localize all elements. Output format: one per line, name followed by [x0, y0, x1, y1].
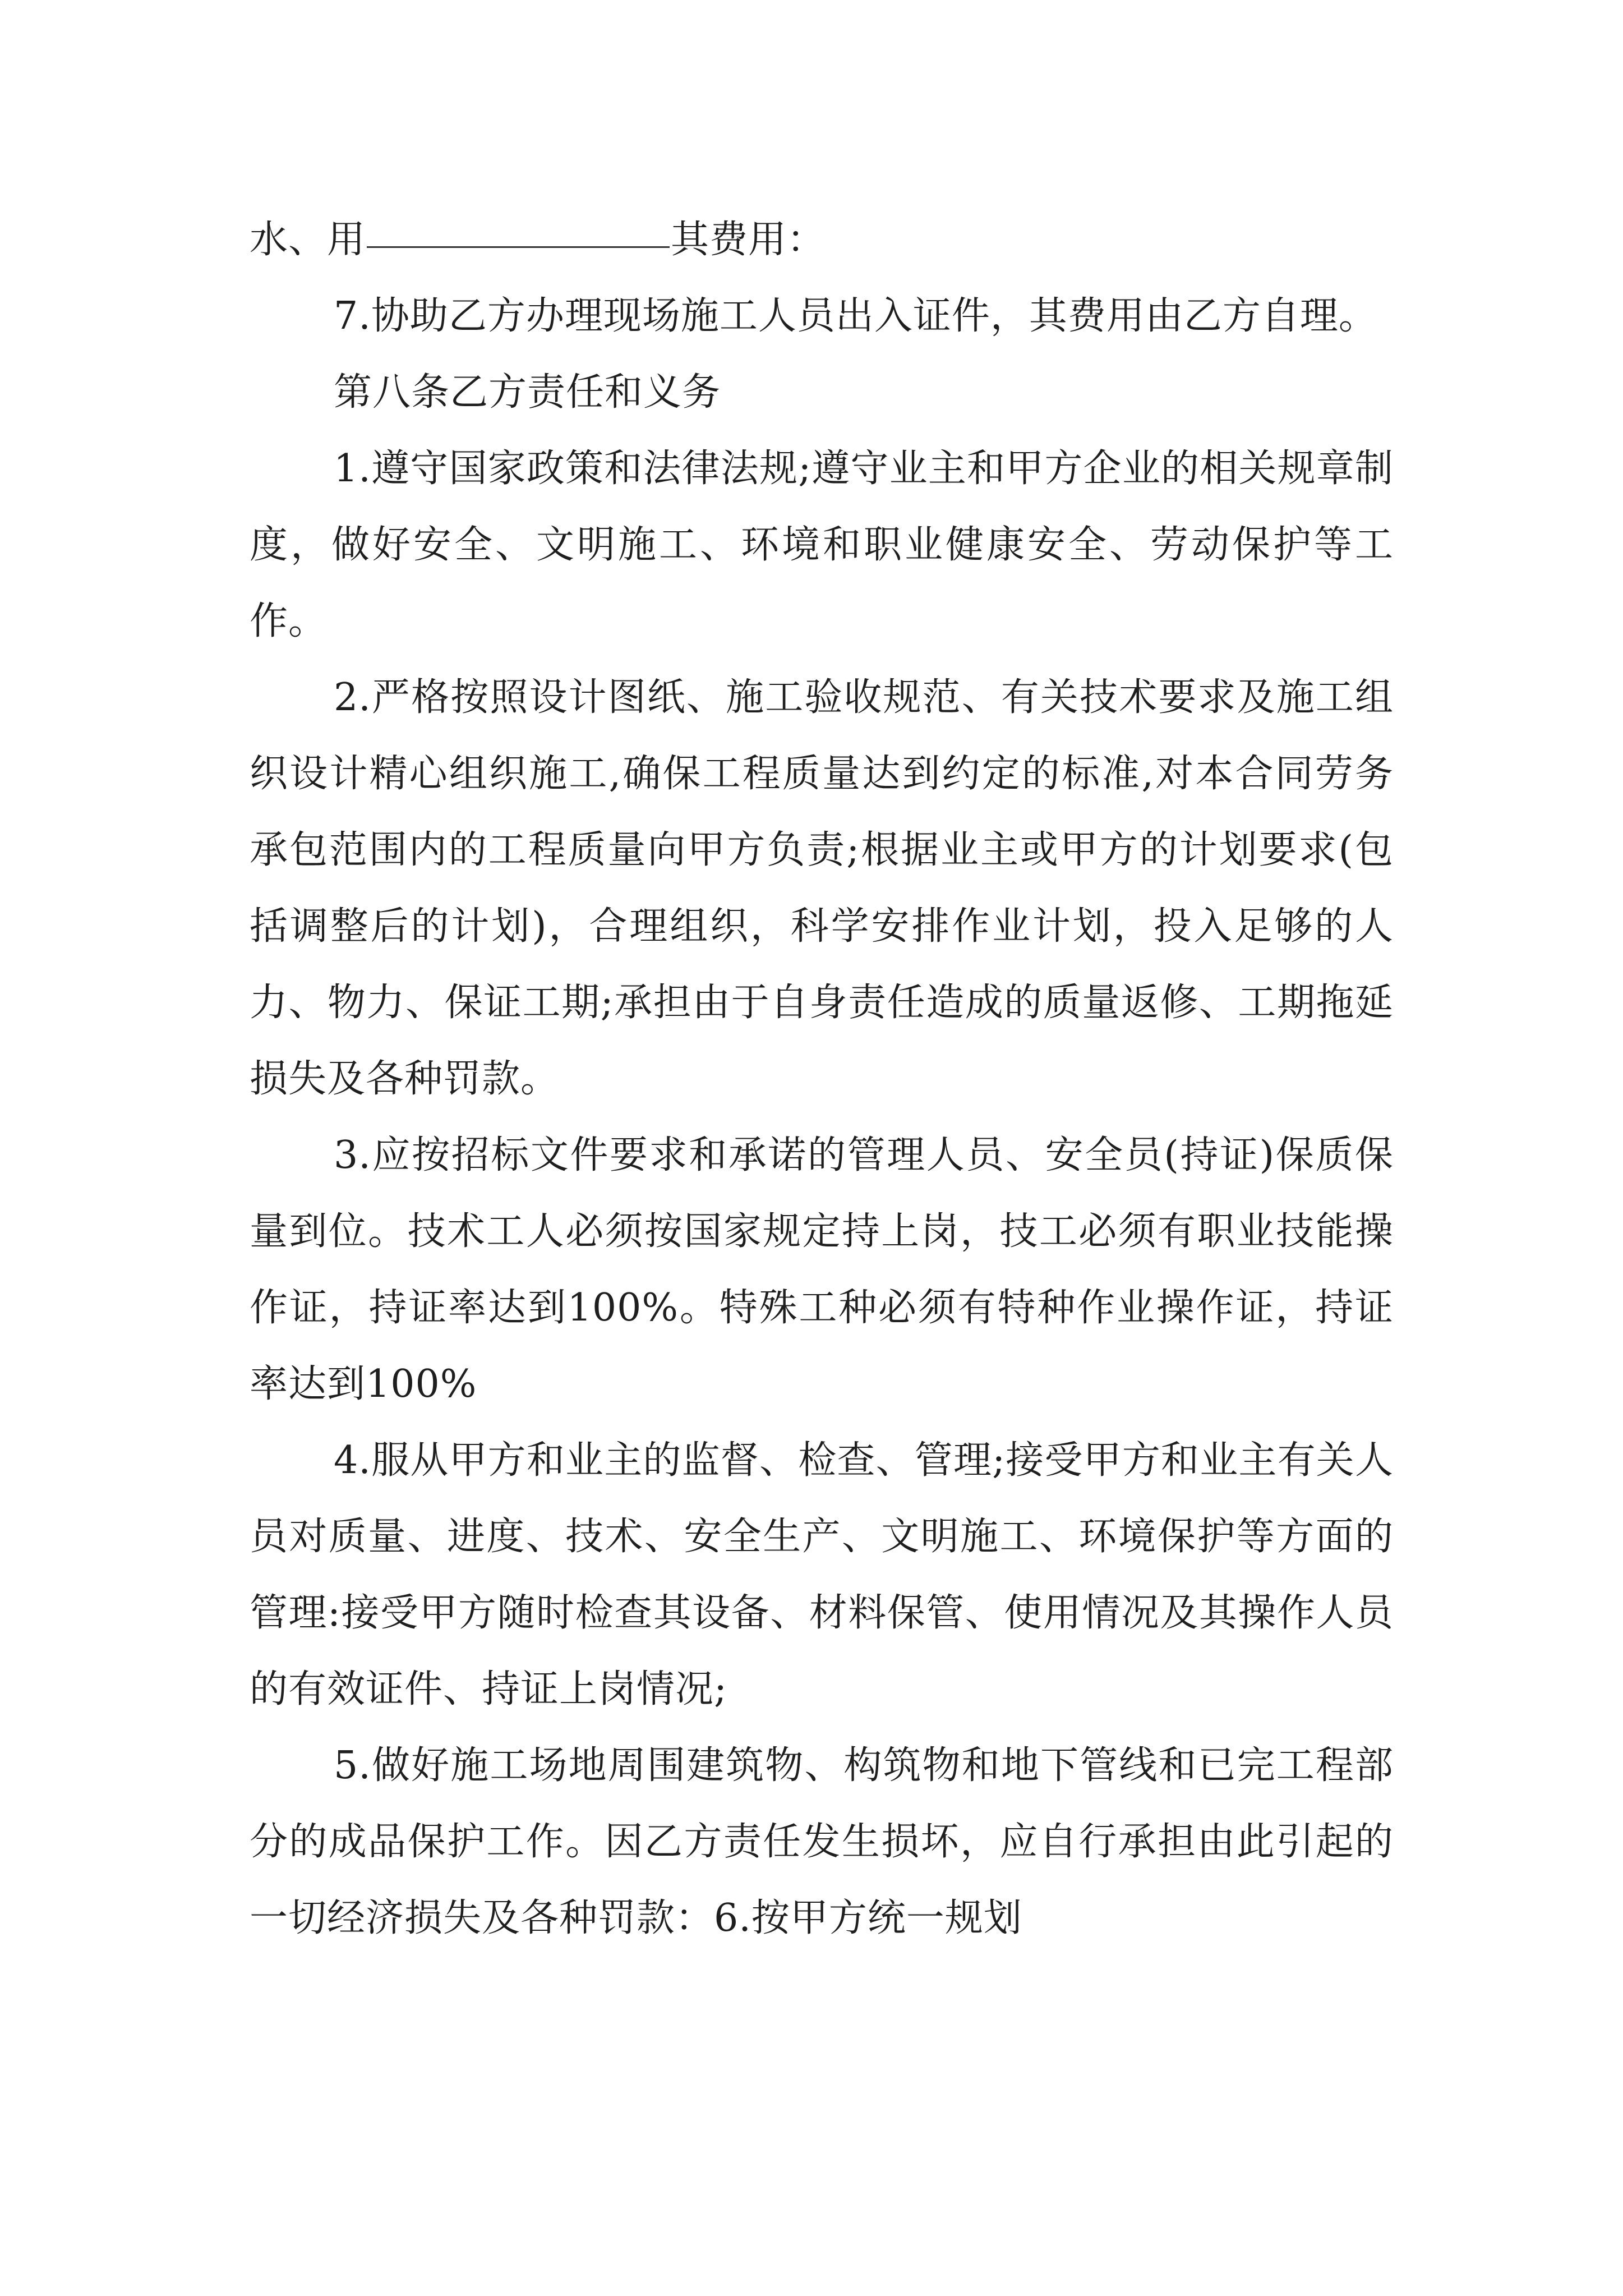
paragraph-water-fee-end: 其费用：	[671, 218, 826, 262]
paragraph-item-7: 7.协助乙方办理现场施工人员出入证件，其费用由乙方自理。	[334, 294, 1377, 338]
paragraph-water-fee-start: 水、用	[250, 218, 366, 262]
paragraph-obligation-5: 5.做好施工场地周围建筑物、构筑物和地下管线和已完工程部分的成品保护工作。因乙方责任发生损坏，应自行承担由此引起的一切经济损失及各种罚款：6.按甲方统一规划	[250, 1743, 1394, 1940]
paragraph-obligation-4: 4.服从甲方和业主的监督、检查、管理;接受甲方和业主有关人员对质量、进度、技术、安全生产、文明施工、环境保护等方面的管理:接受甲方随时检查其设备、材料保管、使用情况及其操作人员的有效证件、持证上岗情况;	[250, 1438, 1394, 1711]
document-body	[250, 202, 1394, 1957]
paragraph-obligation-2: 2.严格按照设计图纸、施工验收规范、有关技术要求及施工组织设计精心组织施工,确保工程质量达到约定的标准,对本合同劳务承包范围内的工程质量向甲方负责;根据业主或甲方的计划要求(包括调整后的计划)，合理组织，科学安排作业计划，投入足够的人力、物力、保证工期;承担由于自身责任造成的质量返修、工期拖延损失及各种罚款。	[250, 675, 1394, 1101]
paragraph-water-fee	[250, 202, 1394, 278]
fill-in-blank	[367, 246, 670, 248]
paragraph-obligation-3: 3.应按招标文件要求和承诺的管理人员、安全员(持证)保质保量到位。技术工人必须按国家规定持上岗，技工必须有职业技能操作证，持证率达到100%。特殊工种必须有特种作业操作证，持证率达到100%	[250, 1133, 1394, 1406]
section-heading-article-8: 第八条乙方责任和义务	[334, 370, 721, 415]
paragraph-obligation-1: 1.遵守国家政策和法律法规;遵守业主和甲方企业的相关规章制度，做好安全、文明施工、环境和职业健康安全、劳动保护等工作。	[250, 447, 1394, 643]
